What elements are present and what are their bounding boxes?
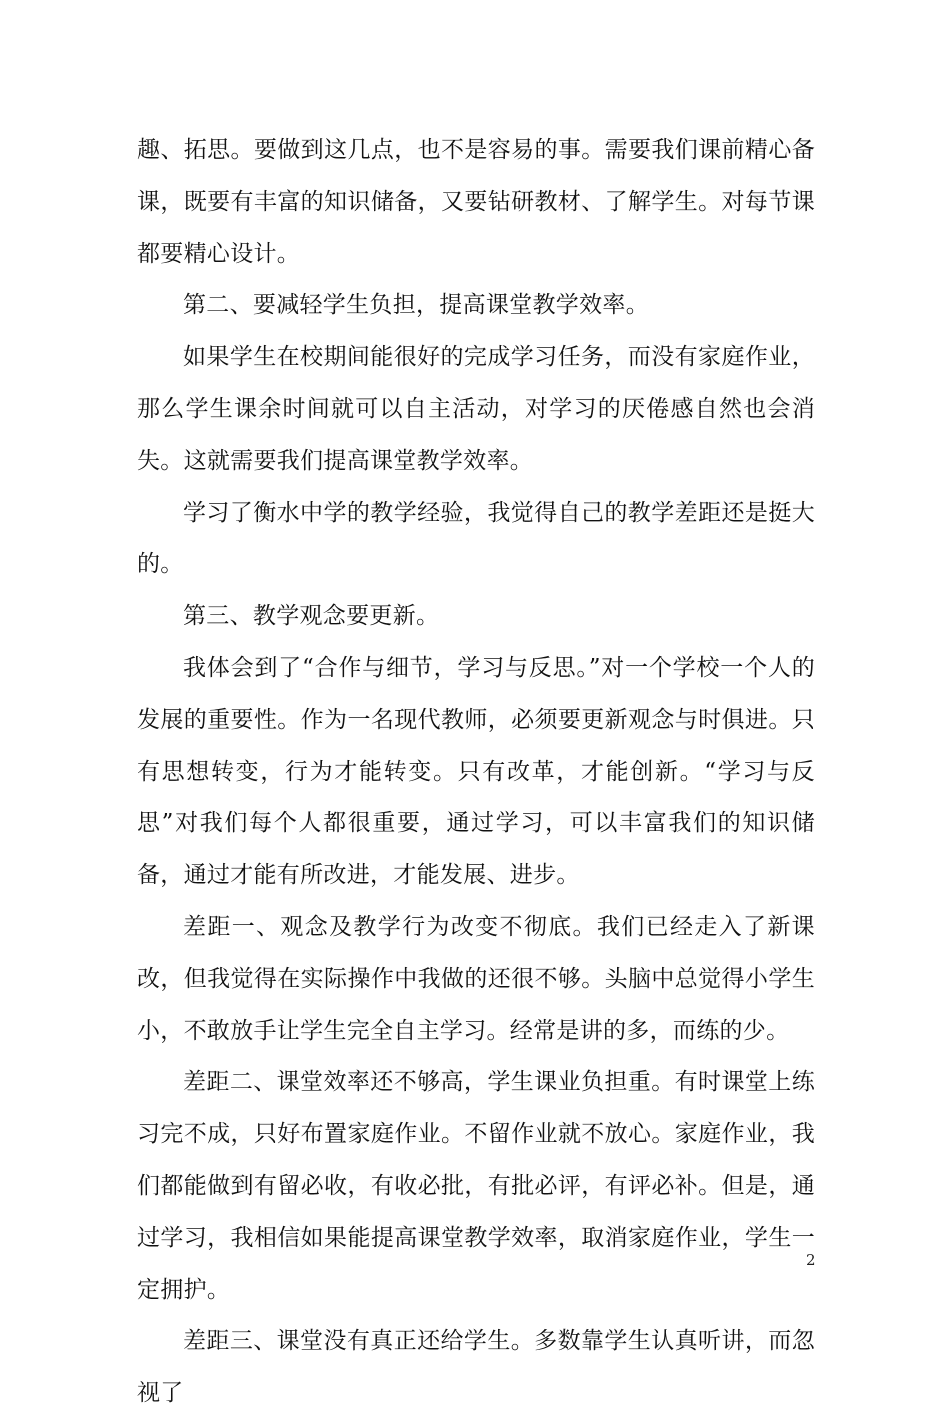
paragraph-homework: 如果学生在校期间能很好的完成学习任务，而没有家庭作业，那么学生课余时间就可以自主活动，对学习的厌倦感自然也会消失。这就需要我们提高课堂教学效率。 <box>137 344 815 474</box>
paragraph-gap-one: 差距一、观念及教学行为改变不彻底。我们已经走入了新课改，但我觉得在实际操作中我做的还很不够。头脑中总觉得小学生小，不敢放手让学生完全自主学习。经常是讲的多，而练的少。 <box>137 913 815 1044</box>
page-number: 2 <box>806 1251 816 1269</box>
paragraph-heading-second: 第二、要减轻学生负担，提高课堂教学效率。 <box>183 292 649 319</box>
paragraph-continuation: 趣、拓思。要做到这几点，也不是容易的事。需要我们课前精心备课，既要有丰富的知识储备，又要钻研教材、了解学生。对每节课都要精心设计。 <box>137 137 815 267</box>
document-body <box>137 125 815 1420</box>
paragraph-heading-third: 第三、教学观念要更新。 <box>183 603 440 630</box>
paragraph-gap-two: 差距二、课堂效率还不够高，学生课业负担重。有时课堂上练习完不成，只好布置家庭作业。不留作业就不放心。家庭作业，我们都能做到有留必收，有收必批，有批必评，有评必补。但是，通过学习，我相信如果能提高课堂教学效率，取消家庭作业，学生一定拥护。 <box>137 1069 815 1303</box>
paragraph-hengshui: 学习了衡水中学的教学经验，我觉得自己的教学差距还是挺大的。 <box>137 499 815 578</box>
paragraph-reflection: 我体会到了“合作与细节，学习与反思。”对一个学校一个人的发展的重要性。作为一名现代教师，必须要更新观念与时俱进。只有思想转变，行为才能转变。只有改革，才能创新。“学习与反思”对我们每个人都很重要，通过学习，可以丰富我们的知识储备，通过才能有所改进，才能发展、进步。 <box>137 654 815 889</box>
paragraph-gap-three: 差距三、课堂没有真正还给学生。多数靠学生认真听讲，而忽视了 <box>137 1328 815 1407</box>
